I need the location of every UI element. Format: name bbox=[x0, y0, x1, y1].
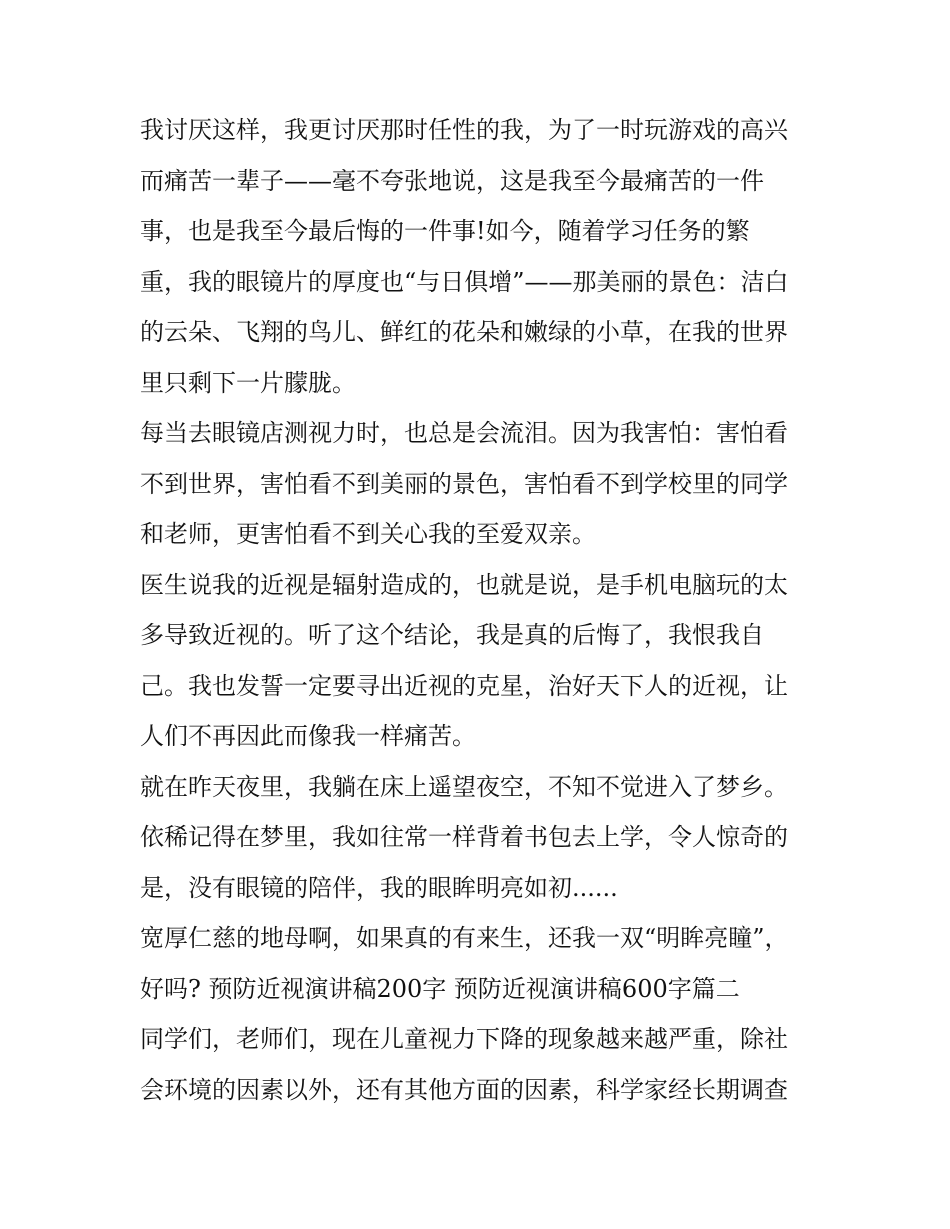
text-line: 事，也是我至今最后悔的一件事!如今，随着学习任务的繁 bbox=[140, 217, 750, 245]
body-text bbox=[140, 105, 830, 1115]
text-line: 好吗? 预防近视演讲稿200字 预防近视演讲稿600字篇二 bbox=[140, 974, 740, 1003]
text-line: 就在昨天夜里，我躺在床上遥望夜空，不知不觉进入了梦乡。 bbox=[140, 772, 788, 801]
text-line: 和老师，更害怕看不到关心我的至爱双亲。 bbox=[140, 520, 596, 548]
text-line: 里只剩下一片朦胧。 bbox=[140, 368, 356, 397]
text-line: 的云朵、飞翔的鸟儿、鲜红的花朵和嫩绿的小草，在我的世界 bbox=[140, 318, 788, 346]
text-line: 每当去眼镜店测视力时，也总是会流泪。因为我害怕：害怕看 bbox=[140, 419, 788, 447]
text-line: 多导致近视的。听了这个结论，我是真的后悔了，我恨我自 bbox=[140, 621, 764, 649]
text-line: 是，没有眼镜的陪伴，我的眼眸明亮如初...... bbox=[140, 873, 618, 902]
text-line: 不到世界，害怕看不到美丽的景色，害怕看不到学校里的同学 bbox=[140, 469, 788, 498]
text-line: 医生说我的近视是辐射造成的，也就是说，是手机电脑玩的太 bbox=[140, 570, 788, 599]
text-line: 人们不再因此而像我一样痛苦。 bbox=[140, 722, 476, 750]
text-line: 重，我的眼镜片的厚度也“与日俱增”——那美丽的景色：洁白 bbox=[140, 267, 789, 296]
text-line: 我讨厌这样，我更讨厌那时任性的我，为了一时玩游戏的高兴 bbox=[140, 116, 788, 144]
text-line: 宽厚仁慈的地母啊，如果真的有来生，还我一双“明眸亮瞳”， bbox=[140, 924, 789, 952]
text-line: 依稀记得在梦里，我如往常一样背着书包去上学，令人惊奇的 bbox=[140, 823, 788, 851]
text-line: 会环境的因素以外，还有其他方面的因素，科学家经长期调查 bbox=[140, 1075, 788, 1104]
text-line: 同学们，老师们，现在儿童视力下降的现象越来越严重，除社 bbox=[140, 1025, 788, 1053]
text-line: 己。我也发誓一定要寻出近视的克星，治好天下人的近视，让 bbox=[140, 671, 788, 700]
text-line: 而痛苦一辈子——毫不夸张地说，这是我至今最痛苦的一件 bbox=[140, 166, 764, 195]
